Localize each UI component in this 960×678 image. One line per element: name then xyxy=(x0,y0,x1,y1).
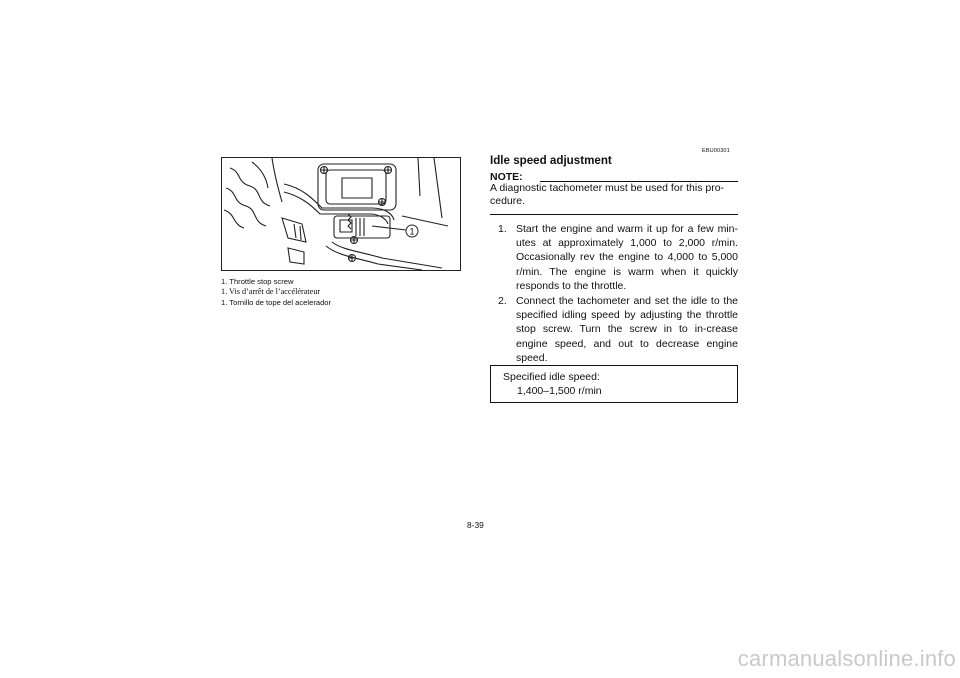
note-text: A diagnostic tachometer must be used for this pro-cedure. xyxy=(490,182,725,207)
caption-english: 1. Throttle stop screw xyxy=(221,277,294,286)
caption-spanish: 1. Tornillo de tope del acelerador xyxy=(221,297,332,307)
engine-drawing xyxy=(222,158,460,270)
step-text: Connect the tachometer and set the idle to the specified idling speed by adjusting the throttle stop screw. Turn the screw in to in-crease engine speed, and out to decrease engine speed. xyxy=(516,295,738,364)
throttle-illustration xyxy=(221,157,461,271)
watermark: carmanualsonline.info xyxy=(737,646,956,671)
step-number: 2. xyxy=(498,295,507,308)
figure-captions xyxy=(221,277,481,308)
section-code: EBU00301 xyxy=(702,148,730,154)
spec-box xyxy=(490,365,738,403)
step-number: 1. xyxy=(498,223,507,235)
spec-value: 1,400–1,500 r/min xyxy=(517,385,602,397)
step-item xyxy=(490,222,738,293)
procedure-steps xyxy=(490,222,738,366)
page-number: 8-39 xyxy=(467,520,484,530)
step-item xyxy=(490,294,738,365)
note-header xyxy=(490,171,738,182)
caption-french: 1. Vis d’arrêt de l’accélérateur xyxy=(221,287,321,297)
step-text: Start the engine and warm it up for a few min-utes at approximately 1,000 to 2,000 r/min. Occasionally rev the engine to 4,000 to 5,000 r/min. The engine is warm when it quickly responds to the throttle. xyxy=(516,223,738,292)
note-end-rule xyxy=(490,214,738,215)
note-label: NOTE: xyxy=(490,171,523,183)
callout-number: 1 xyxy=(409,226,415,237)
section-heading: Idle speed adjustment xyxy=(490,154,612,167)
spec-label: Specified idle speed: xyxy=(503,371,600,383)
